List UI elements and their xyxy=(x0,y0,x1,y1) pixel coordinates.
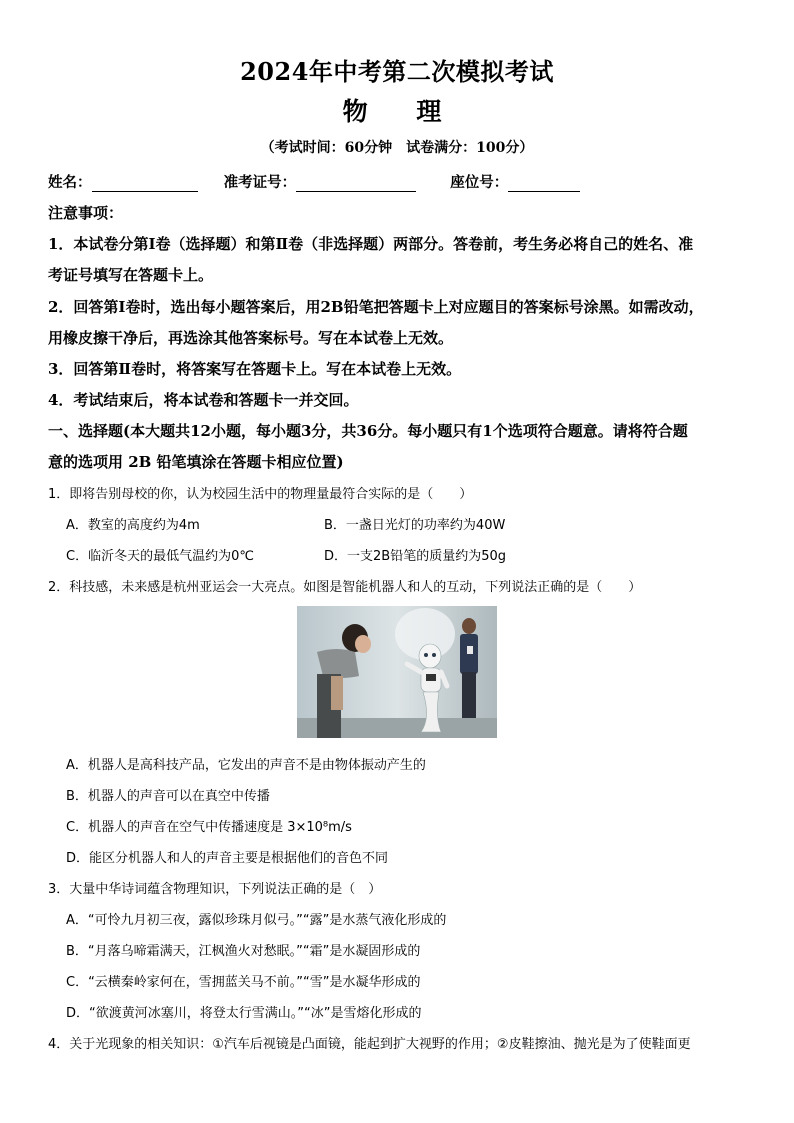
question-2-option-a: A．机器人是高科技产品，它发出的声音不是由物体振动产生的 xyxy=(66,758,426,773)
robot-interaction-illustration xyxy=(297,606,497,738)
student-info-row xyxy=(48,171,580,192)
question-2-option-b: B．机器人的声音可以在真空中传播 xyxy=(66,789,270,804)
question-1-option-a: A．教室的高度约为4m xyxy=(66,518,200,533)
name-label: 姓名： xyxy=(48,174,92,191)
note-line: 2．回答第Ⅰ卷时，选出每小题答案后，用2B铅笔把答题卡上对应题目的答案标号涂黑。如需改动， xyxy=(48,298,704,316)
seat-label: 座位号： xyxy=(450,174,509,191)
question-4-stem: 4．关于光现象的相关知识：①汽车后视镜是凸面镜，能起到扩大视野的作用；②皮鞋擦油、抛光是为了使鞋面更 xyxy=(48,1037,691,1052)
section-heading-cont: 意的选项用 2B 铅笔填涂在答题卡相应位置) xyxy=(48,453,344,471)
exam-id-label: 准考证号： xyxy=(223,174,297,191)
exam-time-info: （考试时间：60分钟 试卷满分：100分） xyxy=(260,140,534,156)
seat-blank[interactable] xyxy=(508,177,580,192)
robot-interaction-photo xyxy=(297,606,497,738)
exam-id-blank[interactable] xyxy=(296,177,416,192)
question-3-stem: 3．大量中华诗词蕴含物理知识，下列说法正确的是（ ） xyxy=(48,882,382,897)
note-line: 4．考试结束后，将本试卷和答题卡一并交回。 xyxy=(48,391,359,409)
section-heading: 一、选择题(本大题共12小题，每小题3分，共36分。每小题只有1个选项符合题意。请将符合题 xyxy=(48,422,688,440)
question-3-option-d: D．“欲渡黄河冰塞川，将登太行雪满山。”“冰”是雪熔化形成的 xyxy=(66,1006,422,1021)
note-line: 1．本试卷分第Ⅰ卷（选择题）和第Ⅱ卷（非选择题）两部分。答卷前，考生务必将自己的姓名、准 xyxy=(48,235,694,253)
question-3-option-c: C．“云横秦岭家何在，雪拥蓝关马不前。”“雪”是水凝华形成的 xyxy=(66,975,421,990)
question-2-option-d: D．能区分机器人和人的声音主要是根据他们的音色不同 xyxy=(66,851,389,866)
question-1-stem: 1．即将告别母校的你，认为校园生活中的物理量最符合实际的是（ ） xyxy=(48,487,473,502)
exam-title: 2024年中考第二次模拟考试 xyxy=(240,57,554,86)
question-3-option-a: A．“可怜九月初三夜，露似珍珠月似弓。”“露”是水蒸气液化形成的 xyxy=(66,913,447,928)
question-2-stem: 2．科技感，未来感是杭州亚运会一大亮点。如图是智能机器人和人的互动，下列说法正确的是（ ） xyxy=(48,580,642,595)
question-1-option-d: D．一支2B铅笔的质量约为50g xyxy=(324,549,506,564)
note-line: 3．回答第Ⅱ卷时，将答案写在答题卡上。写在本试卷上无效。 xyxy=(48,360,462,378)
note-line: 用橡皮擦干净后，再选涂其他答案标号。写在本试卷上无效。 xyxy=(48,329,454,347)
question-3-option-b: B．“月落乌啼霜满天，江枫渔火对愁眠。”“霜”是水凝固形成的 xyxy=(66,944,421,959)
subject-title: 物 理 xyxy=(342,97,462,126)
name-blank[interactable] xyxy=(92,177,198,192)
question-1-option-b: B．一盏日光灯的功率约为40W xyxy=(324,518,506,533)
notes-heading: 注意事项： xyxy=(48,204,124,222)
note-line: 考证号填写在答题卡上。 xyxy=(48,266,214,284)
question-2-option-c: C．机器人的声音在空气中传播速度是 3×10⁸m/s xyxy=(66,820,352,835)
question-1-option-c: C．临沂冬天的最低气温约为0℃ xyxy=(66,549,254,564)
